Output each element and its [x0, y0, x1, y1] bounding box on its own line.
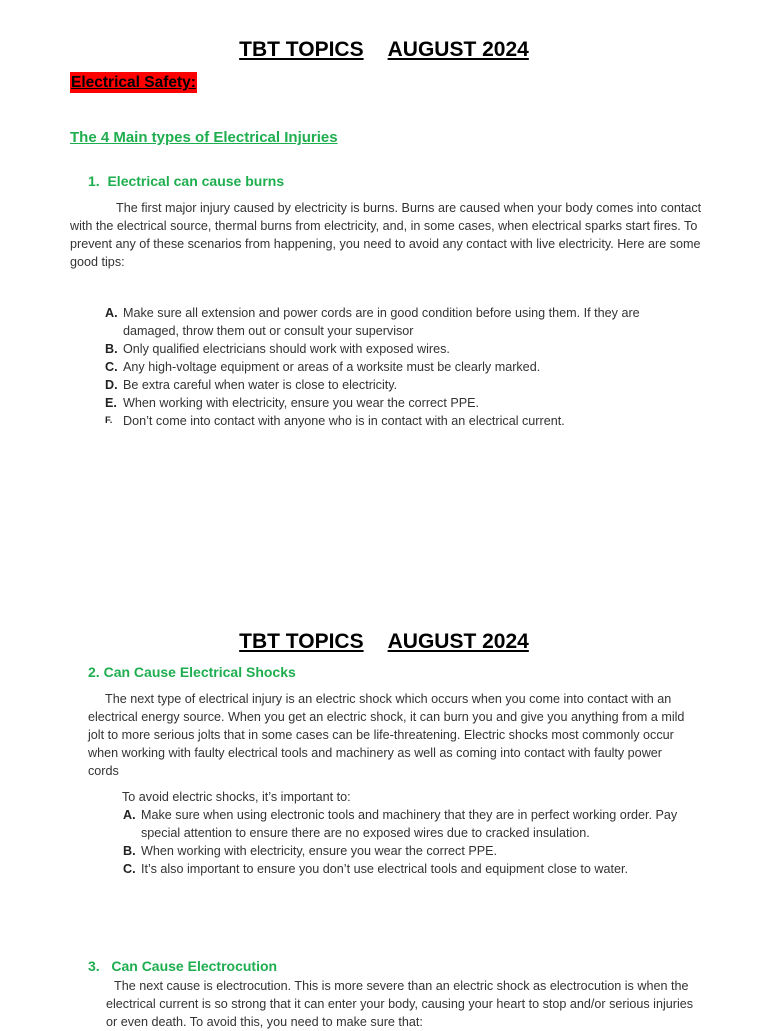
list-marker: A.: [123, 808, 136, 822]
header-month: AUGUST 2024: [387, 38, 529, 61]
section-2-tips: [123, 806, 688, 878]
list-item-text: When working with electricity, ensure you wear the correct PPE.: [123, 396, 480, 410]
list-marker: A.: [105, 306, 118, 320]
list-item: [123, 842, 688, 860]
section-2-title: Can Cause Electrical Shocks: [103, 664, 296, 680]
section-1-title: Electrical can cause burns: [107, 173, 285, 189]
list-item: [105, 394, 665, 412]
list-item-text: When working with electricity, ensure you wear the correct PPE.: [141, 844, 498, 858]
list-marker: D.: [105, 378, 118, 392]
section-1-tips: [105, 304, 665, 430]
main-heading: The 4 Main types of Electrical Injuries: [70, 129, 338, 146]
section-1-paragraph: The first major injury caused by electricity is burns. Burns are caused when your body comes into contact with the electrical source, thermal burns from electricity, and, in some cases, when electrical sparks start fires. To prevent any of these scenarios from happening, you need to avoid any contact with live electricity. Here are some good tips:: [70, 201, 702, 269]
list-item-text: Only qualified electricians should work with exposed wires.: [123, 342, 450, 356]
list-item-text: Any high-voltage equipment or areas of a worksite must be clearly marked.: [123, 360, 541, 374]
header-topics: TBT TOPICS: [239, 630, 364, 653]
list-item: [105, 412, 665, 430]
section-1-heading: [88, 173, 284, 189]
list-item: [123, 806, 688, 842]
section-3-heading: [88, 958, 277, 974]
list-marker: C.: [105, 360, 118, 374]
list-marker: B.: [123, 844, 136, 858]
section-2-heading: [88, 664, 296, 680]
page-header-2: [0, 630, 768, 654]
list-item-text: Be extra careful when water is close to electricity.: [123, 378, 398, 392]
list-item: [105, 304, 665, 340]
header-month: AUGUST 2024: [387, 630, 529, 653]
list-marker: B.: [105, 342, 118, 356]
list-item-text: It’s also important to ensure you don’t use electrical tools and equipment close to water.: [141, 862, 628, 876]
header-topics: TBT TOPICS: [239, 38, 364, 61]
section-2-intro: To avoid electric shocks, it’s important to:: [122, 790, 351, 804]
section-3-title: Can Cause Electrocution: [111, 958, 278, 974]
list-item: [123, 860, 688, 878]
list-marker: C.: [123, 862, 136, 876]
page-header-1: [0, 38, 768, 62]
section-1-number: 1.: [88, 173, 100, 189]
list-item: [105, 340, 665, 358]
section-2-paragraph: The next type of electrical injury is an electric shock which occurs when you come into contact with an electrical energy source. When you get an electric shock, it can burn you and give you anything from a mild jolt to more serious jolts that in some cases can be life-threatening. Electric shocks most commonly occur when working with faulty electrical tools and machinery as well as coming into contact with faulty power cords: [88, 692, 685, 778]
section-2-number: 2.: [88, 664, 100, 680]
section-3-paragraph: The next cause is electrocution. This is more severe than an electric shock as electrocution is when the electrical current is so strong that it can enter your body, causing your heart to stop and/or serious injuries or even death. To avoid this, you need to make sure that:: [106, 979, 694, 1029]
section-3-number: 3.: [88, 958, 100, 974]
list-marker: E.: [105, 396, 117, 410]
list-item: [105, 376, 665, 394]
list-item-text: Make sure when using electronic tools and machinery that they are in perfect working order. Pay special attention to ensure there are no exposed wires due to cracked insulation.: [141, 808, 678, 840]
safety-title: Electrical Safety:: [71, 74, 196, 91]
list-marker: F.: [105, 415, 113, 426]
list-item: [105, 358, 665, 376]
list-item-text: Don’t come into contact with anyone who is in contact with an electrical current.: [123, 414, 565, 428]
list-item-text: Make sure all extension and power cords are in good condition before using them. If they are damaged, throw them out or consult your supervisor: [123, 306, 640, 338]
